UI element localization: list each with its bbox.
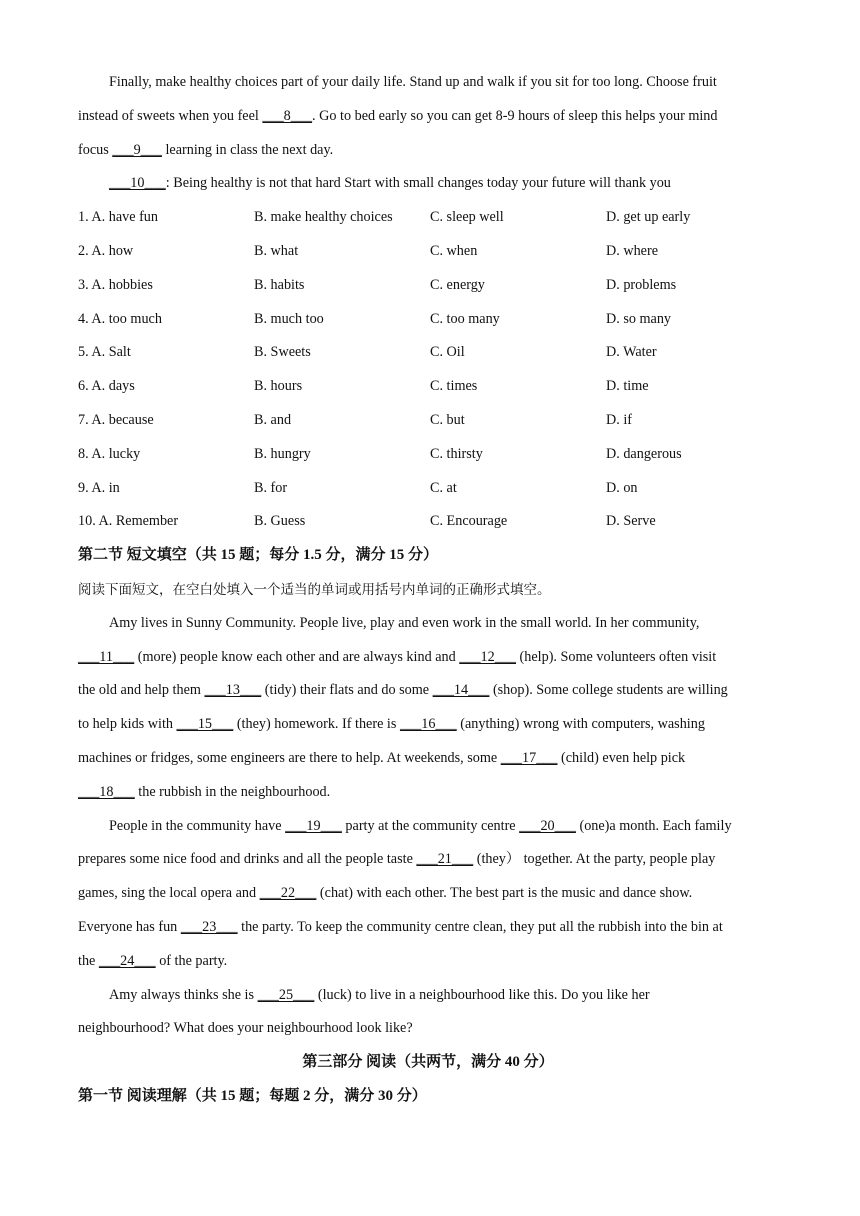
blank-19[interactable]: ___19___ (285, 817, 342, 834)
para1-line2 (78, 100, 778, 134)
option-a[interactable]: 7. A. because (78, 411, 154, 428)
story-p1-line3 (78, 674, 778, 708)
text: (child) even help pick (557, 749, 686, 766)
blank-14[interactable]: ___14___ (432, 682, 490, 699)
text: (anything) wrong with computers, washing (456, 716, 705, 733)
option-row (78, 235, 778, 269)
option-d[interactable]: D. dangerous (606, 445, 682, 462)
option-d[interactable]: D. on (606, 479, 638, 496)
blank-16[interactable]: ___16___ (399, 716, 457, 733)
blank-13[interactable]: ___13___ (204, 682, 262, 699)
text: (chat) with each other. The best part is the music and dance show. (316, 885, 693, 902)
option-b[interactable]: B. make healthy choices (254, 209, 393, 226)
text: party at the community centre (341, 817, 520, 834)
option-d[interactable]: D. Serve (606, 513, 656, 530)
option-c[interactable]: C. too many (430, 310, 500, 327)
story-p2-line1 (78, 810, 778, 844)
option-b[interactable]: B. much too (254, 310, 324, 327)
para2-line (78, 167, 778, 201)
blank-15[interactable]: ___15___ (176, 716, 234, 733)
text: Finally, make healthy choices part of your daily life. Stand up and walk if you sit for too long. Choose fruit (109, 74, 717, 90)
text: instead of sweets when you feel (78, 107, 263, 124)
text: (help). Some volunteers often visit (516, 648, 717, 665)
text: the (78, 952, 99, 969)
blank-24[interactable]: ___24___ (98, 952, 156, 969)
text: games, sing the local opera and (78, 885, 260, 902)
option-c[interactable]: C. energy (430, 276, 485, 293)
story-p1-line6 (78, 776, 778, 810)
option-b[interactable]: B. Guess (254, 513, 306, 530)
option-row (78, 201, 778, 235)
option-d[interactable]: D. if (606, 411, 633, 428)
option-d[interactable]: D. where (606, 242, 658, 259)
blank-17[interactable]: ___17___ (500, 749, 558, 766)
story-p3-line1 (78, 979, 778, 1013)
option-d[interactable]: D. Water (606, 344, 657, 361)
option-c[interactable]: C. Oil (430, 344, 465, 361)
option-d[interactable]: D. get up early (606, 209, 691, 226)
text: prepares some nice food and drinks and all the people taste (78, 851, 417, 868)
options-list (78, 201, 778, 539)
story-p2-line4 (78, 911, 778, 945)
option-a[interactable]: 6. A. days (78, 378, 135, 395)
blank-22[interactable]: ___22___ (259, 885, 317, 902)
text: Amy always thinks she is (109, 986, 258, 1003)
text: (they) homework. If there is (233, 716, 400, 733)
text: Everyone has fun (78, 918, 181, 935)
blank-11[interactable]: ___11___ (78, 648, 135, 665)
story-p1-line4 (78, 708, 778, 742)
text: of the party. (155, 952, 228, 969)
text: People in the community have (109, 817, 286, 834)
option-c[interactable]: C. Encourage (430, 513, 508, 530)
option-a[interactable]: 4. A. too much (78, 310, 162, 327)
option-b[interactable]: B. Sweets (254, 344, 311, 361)
option-b[interactable]: B. habits (254, 276, 305, 293)
option-b[interactable]: B. for (254, 479, 288, 496)
option-a[interactable]: 5. A. Salt (78, 344, 131, 361)
option-a[interactable]: 9. A. in (78, 479, 120, 496)
text: focus (78, 141, 113, 158)
blank-23[interactable]: ___23___ (180, 918, 238, 935)
text: (one)a month. Each family (575, 817, 732, 834)
option-c[interactable]: C. thirsty (430, 445, 483, 462)
option-c[interactable]: C. sleep well (430, 209, 504, 226)
option-row (78, 438, 778, 472)
option-row (78, 370, 778, 404)
option-row (78, 336, 778, 370)
text: : Being healthy is not that hard Start with small changes today your future will thank you (165, 175, 671, 192)
blank-8[interactable]: ___8___ (262, 107, 313, 124)
text: (tidy) their flats and do some (261, 682, 433, 699)
option-d[interactable]: D. problems (606, 276, 677, 293)
blank-25[interactable]: ___25___ (257, 986, 315, 1003)
option-a[interactable]: 10. A. Remember (78, 513, 179, 530)
option-b[interactable]: B. hungry (254, 445, 311, 462)
blank-12[interactable]: ___12___ (459, 648, 516, 665)
option-c[interactable]: C. when (430, 242, 478, 259)
para1-line3 (78, 134, 778, 168)
option-row (78, 472, 778, 506)
story-p2-line2 (78, 843, 778, 877)
part3-section1-heading: 第一节 阅读理解（共 15 题；每题 2 分，满分 30 分） (78, 1087, 427, 1104)
text: (luck) to live in a neighbourhood like this. Do you like her (314, 986, 650, 1003)
option-c[interactable]: C. times (430, 378, 478, 395)
story-p1-line5 (78, 742, 778, 776)
text: machines or fridges, some engineers are there to help. At weekends, some (78, 749, 501, 766)
blank-10[interactable]: ___10___ (109, 175, 166, 192)
text: neighbourhood? What does your neighbourhood look like? (78, 1020, 413, 1037)
option-b[interactable]: B. and (254, 411, 292, 428)
text: learning in class the next day. (161, 141, 334, 158)
story-p1-line2 (78, 641, 778, 675)
option-row (78, 269, 778, 303)
option-a[interactable]: 8. A. lucky (78, 445, 141, 462)
option-row (78, 303, 778, 337)
text: the rubbish in the neighbourhood. (134, 783, 331, 800)
para1-line1 (78, 66, 778, 100)
story-p2-line3 (78, 877, 778, 911)
text: the party. To keep the community centre clean, they put all the rubbish into the bin at (237, 918, 723, 935)
option-d[interactable]: D. time (606, 378, 649, 395)
text: (they） together. At the party, people play (473, 851, 716, 868)
text: the old and help them (78, 682, 205, 699)
option-b[interactable]: B. what (254, 242, 299, 259)
option-a[interactable]: 3. A. hobbies (78, 276, 153, 293)
text: (more) people know each other and are always kind and (134, 648, 460, 665)
option-row (78, 404, 778, 438)
option-a[interactable]: 1. A. have fun (78, 209, 158, 226)
option-a[interactable]: 2. A. how (78, 242, 134, 259)
part3-heading: 第三部分 阅读（共两节，满分 40 分） (302, 1054, 554, 1071)
option-c[interactable]: C. at (430, 479, 457, 496)
option-d[interactable]: D. so many (606, 310, 672, 327)
section2-instruction: 阅读下面短文，在空白处填入一个适当的单词或用括号内单词的正确形式填空。 (78, 581, 551, 597)
exam-page (78, 66, 778, 1114)
text: . Go to bed early so you can get 8-9 hours of sleep this helps your mind (312, 107, 718, 124)
text: (shop). Some college students are willing (489, 682, 728, 699)
option-row (78, 505, 778, 539)
option-b[interactable]: B. hours (254, 378, 303, 395)
text: to help kids with (78, 716, 177, 733)
blank-9[interactable]: ___9___ (112, 141, 162, 158)
story-p3-line2 (78, 1012, 778, 1046)
blank-18[interactable]: ___18___ (78, 783, 135, 800)
text: Amy lives in Sunny Community. People live, play and even work in the small world. In her community, (109, 614, 700, 631)
story-p1-line1 (78, 607, 778, 641)
option-c[interactable]: C. but (430, 411, 465, 428)
blank-21[interactable]: ___21___ (416, 851, 474, 868)
blank-20[interactable]: ___20___ (519, 817, 576, 834)
story-p2-line5 (78, 945, 778, 979)
section2-heading: 第二节 短文填空（共 15 题；每分 1.5 分，满分 15 分） (78, 547, 439, 564)
